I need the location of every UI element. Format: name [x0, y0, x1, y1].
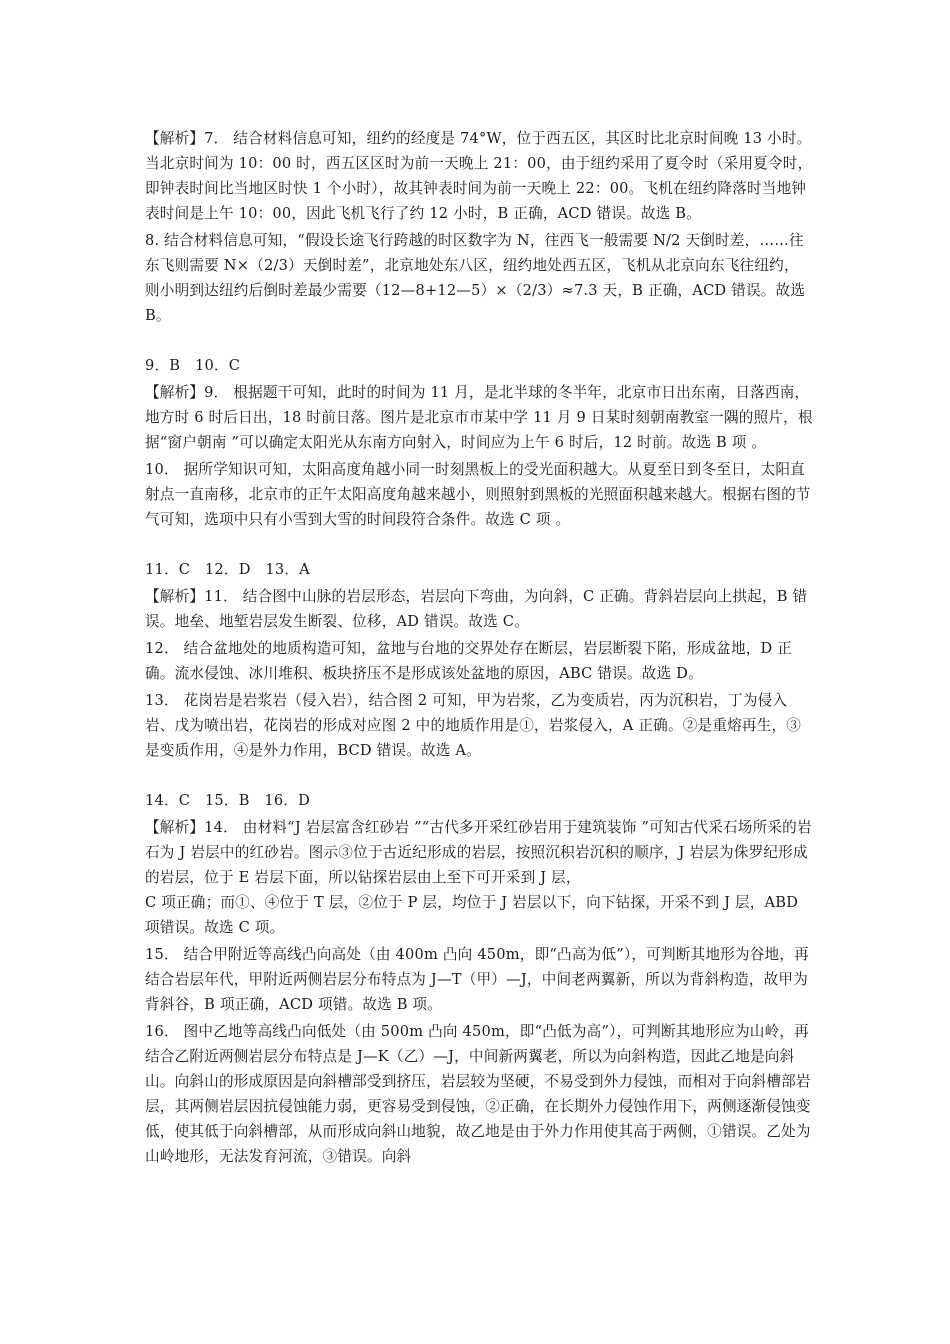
paragraph: 13． 花岗岩是岩浆岩（侵入岩），结合图 2 可知，甲为岩浆，乙为变质岩，丙为沉积岩，丁为侵入岩、戊为喷出岩，花岗岩的形成对应图 2 中的地质作用是①，岩浆侵入，A 正确。②是重熔再生，③是变质作用，④是外力作用，BCD 错误。故选 A。 [145, 692, 802, 759]
paragraph: 12． 结合盆地处的地质构造可知，盆地与台地的交界处存在断层，岩层断裂下陷，形成盆地，D 正确。流水侵蚀、冰川堆积、板块挤压不是形成该处盆地的原因，ABC 错误。故选 D。 [145, 640, 793, 682]
paragraph: 【解析】11． 结合图中山脉的岩层形态，岩层向下弯曲，为向斜，C 正确。背斜岩层向上拱起，B 错误。地垒、地堑岩层发生断裂、位移，AD 错误。故选 C。 [145, 588, 808, 630]
answer-line: 9．B 10．C [145, 357, 241, 374]
paragraph: 15． 结合甲附近等高线凸向高处（由 400m 凸向 450m，即“凸高为低”），可判断其地形为谷地，再结合岩层年代，甲附近两侧岩层分布特点为 J—T（甲）—J，中间老两翼新，所以为背斜构造，故甲为背斜谷，B 项正确，ACD 项错。故选 B 项。 [145, 946, 809, 1013]
paragraph: 16． 图中乙地等高线凸向低处（由 500m 凸向 450m，即“凸低为高”），可判断其地形应为山岭，再结合乙附近两侧岩层分布特点是 J—K（乙）—J，中间新两翼老，所以为向斜构造，因此乙地是向斜山。向斜山的形成原因是向斜槽部受到挤压，岩层较为坚硬，不易受到外力侵蚀，而相对于向斜槽部岩层，其两侧岩层因抗侵蚀能力弱，更容易受到侵蚀，②正确，在长期外力侵蚀作用下，两侧逐渐侵蚀变低，使其低于向斜槽部，从而形成向斜山地貌，故乙地是由于外力作用使其高于两侧，①错误。乙处为山岭地形，无法发育河流，③错误。向斜 [145, 1023, 811, 1165]
answer-explanations [145, 124, 813, 1169]
paragraph: 【解析】14． 由材料“J 岩层富含红砂岩 ”“古代多开采红砂岩用于建筑装饰 ”可知古代采石场所采的岩石为 J 岩层中的红砂岩。图示③位于古近纪形成的岩层，按照沉积岩沉积的顺序，J 岩层为侏罗纪形成的岩层，位于 E 岩层下面，所以钻探岩层由上至下可开采到 J 层， [145, 819, 812, 886]
paragraph: C 项正确；而①、④位于 T 层，②位于 P 层，均位于 J 岩层以下，向下钻探，开采不到 J 层，ABD 项错误。故选 C 项。 [145, 894, 799, 936]
answer-line: 11．C 12．D 13．A [145, 561, 310, 578]
paragraph: 【解析】7． 结合材料信息可知，纽约的经度是 74°W，位于西五区，其区时比北京时间晚 13 小时。当北京时间为 10：00 时，西五区区时为前一天晚上 21：00，由于纽约采用了夏令时（采用夏令时，即钟表时间比当地区时快 1 个小时），故其钟表时间为前一天晚上 22：00。飞机在纽约降落时当地钟表时间是上午 10：00，因此飞机飞行了约 12 小时，B 正确，ACD 错误。故选 B。 [145, 130, 813, 222]
paragraph: 10． 据所学知识可知，太阳高度角越小同一时刻黑板上的受光面积越大。从夏至日到冬至日，太阳直射点一直南移，北京市的正午太阳高度角越来越小，则照射到黑板的光照面积越来越大。根据右图的节气可知，选项中只有小雪到大雪的时间段符合条件。故选 C 项 。 [145, 461, 811, 528]
answer-line: 14．C 15．B 16．D [145, 792, 311, 809]
paragraph: 8. 结合材料信息可知，“假设长途飞行跨越的时区数字为 N，往西飞一般需要 N/2 天倒时差，……往东飞则需要 N×（2/3）天倒时差”，北京地处东八区，纽约地处西五区，飞机从北京向东飞往纽约，则小明到达纽约后倒时差最少需要（12—8+12—5）×（2/3）≈7.3 天，B 正确，ACD 错误。故选 B。 [145, 232, 806, 324]
paragraph: 【解析】9． 根据题干可知，此时的时间为 11 月，是北半球的冬半年，北京市日出东南，日落西南，地方时 6 时后日出，18 时前日落。图片是北京市市某中学 11 月 9 日某时刻朝南教室一隅的照片，根据“窗户朝南 ”可以确定太阳光从东南方向射入，时间应为上午 6 时后，12 时前。故选 B 项 。 [145, 384, 813, 451]
